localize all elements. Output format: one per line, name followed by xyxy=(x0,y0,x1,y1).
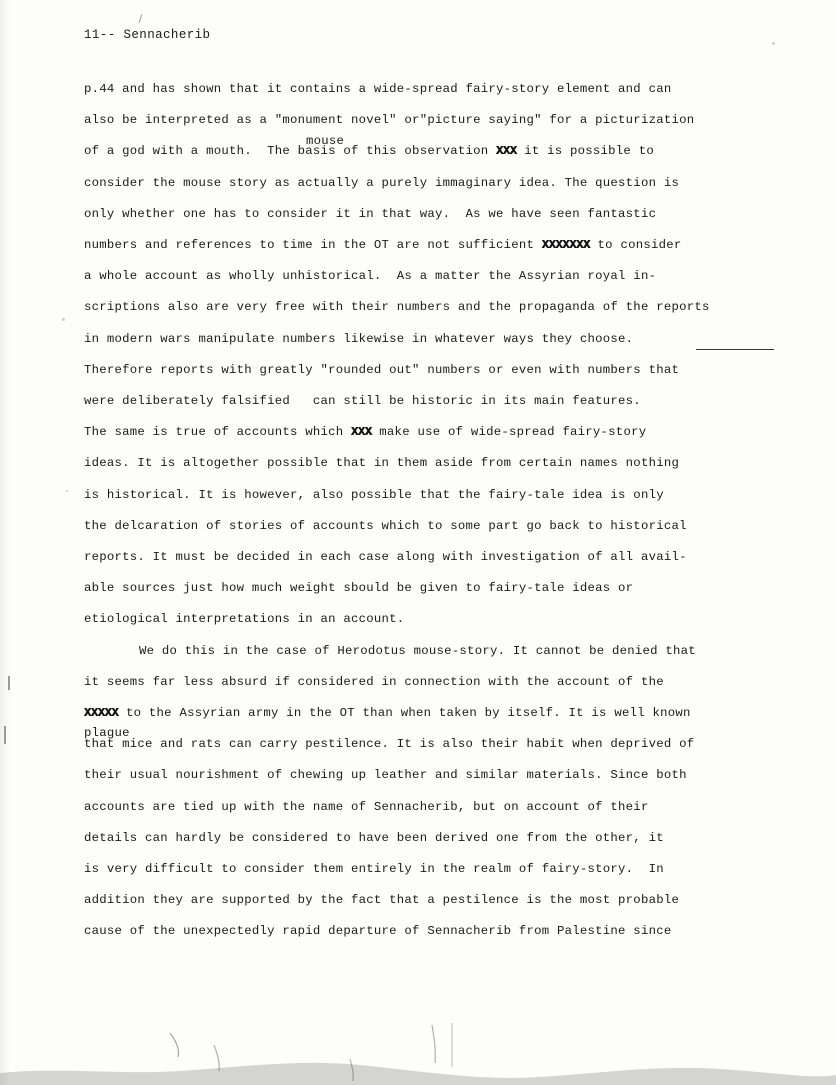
interlinear-note-mouse: mouse xyxy=(306,134,345,148)
text-line: a whole account as wholly unhistorical. As a matter the Assyrian royal in- xyxy=(84,269,657,284)
text-line: also be interpreted as a "monument novel" or"picture saying" for a picturization xyxy=(84,113,695,128)
handwritten-rule xyxy=(696,349,774,350)
text-line: is very difficult to consider them entirely in the realm of fairy-story. In xyxy=(84,862,664,877)
body-text xyxy=(84,74,784,948)
text-line: were deliberately falsified can still be historic in its main features. xyxy=(84,394,641,409)
text-line: is historical. It is however, also possible that the fairy-tale idea is only xyxy=(84,487,664,502)
scan-artifact-tick xyxy=(4,726,6,744)
text-line: addition they are supported by the fact that a pestilence is the most probable xyxy=(84,893,680,908)
text-line: that mice and rats can carry pestilence. It is also their habit when deprived of xyxy=(84,737,695,752)
text-line: in modern wars manipulate numbers likewise in whatever ways they choose. xyxy=(84,331,634,346)
text-line: cause of the unexpectedly rapid departure of Sennacherib from Palestine since xyxy=(84,924,672,939)
scan-artifact-tick xyxy=(139,14,143,23)
text-line: able sources just how much weight sbould be given to fairy-tale ideas or xyxy=(84,581,634,596)
text-line: numbers and references to time in the OT are not sufficient XXXXXXX to consider xyxy=(84,238,682,253)
text-line: etiological interpretations in an account. xyxy=(84,612,405,627)
text-line: it seems far less absurd if considered in connection with the account of the xyxy=(84,674,664,689)
text-line: the delcaration of stories of accounts which to some part go back to historical xyxy=(84,518,687,533)
text-line: consider the mouse story as actually a purely immaginary idea. The question is xyxy=(84,175,680,190)
page-header: 11-- Sennacherib xyxy=(84,28,211,42)
text-line: p.44 and has shown that it contains a wide-spread fairy-story element and can xyxy=(84,82,672,96)
scan-artifact-tick xyxy=(8,676,10,690)
scan-edge-artifact xyxy=(0,1015,836,1085)
text-line: of a god with a mouth. The basis of this observation XXX it is possible to xyxy=(84,144,654,159)
text-line: scriptions also are very free with their numbers and the propaganda of the reports xyxy=(84,300,710,315)
text-line: only whether one has to consider it in that way. As we have seen fantastic xyxy=(84,206,657,221)
text-line: XXXXX to the Assyrian army in the OT than when taken by itself. It is well known xyxy=(84,706,691,721)
text-line: The same is true of accounts which XXX make use of wide-spread fairy-story xyxy=(84,425,647,440)
scan-speckle xyxy=(66,490,68,492)
text-line: reports. It must be decided in each case along with investigation of all avail- xyxy=(84,550,687,565)
text-line: their usual nourishment of chewing up leather and similar materials. Since both xyxy=(84,768,687,783)
interlinear-note-plague: plague xyxy=(84,726,130,740)
scan-speckle xyxy=(772,42,775,45)
text-line: details can hardly be considered to have been derived one from the other, it xyxy=(84,830,664,845)
text-line: accounts are tied up with the name of Sennacherib, but on account of their xyxy=(84,799,649,814)
text-line: ideas. It is altogether possible that in them aside from certain names nothing xyxy=(84,456,680,471)
text-line-paragraph-start: We do this in the case of Herodotus mouse-story. It cannot be denied that xyxy=(139,643,696,658)
text-line: Therefore reports with greatly "rounded out" numbers or even with numbers that xyxy=(84,362,680,377)
scan-speckle xyxy=(62,318,65,321)
